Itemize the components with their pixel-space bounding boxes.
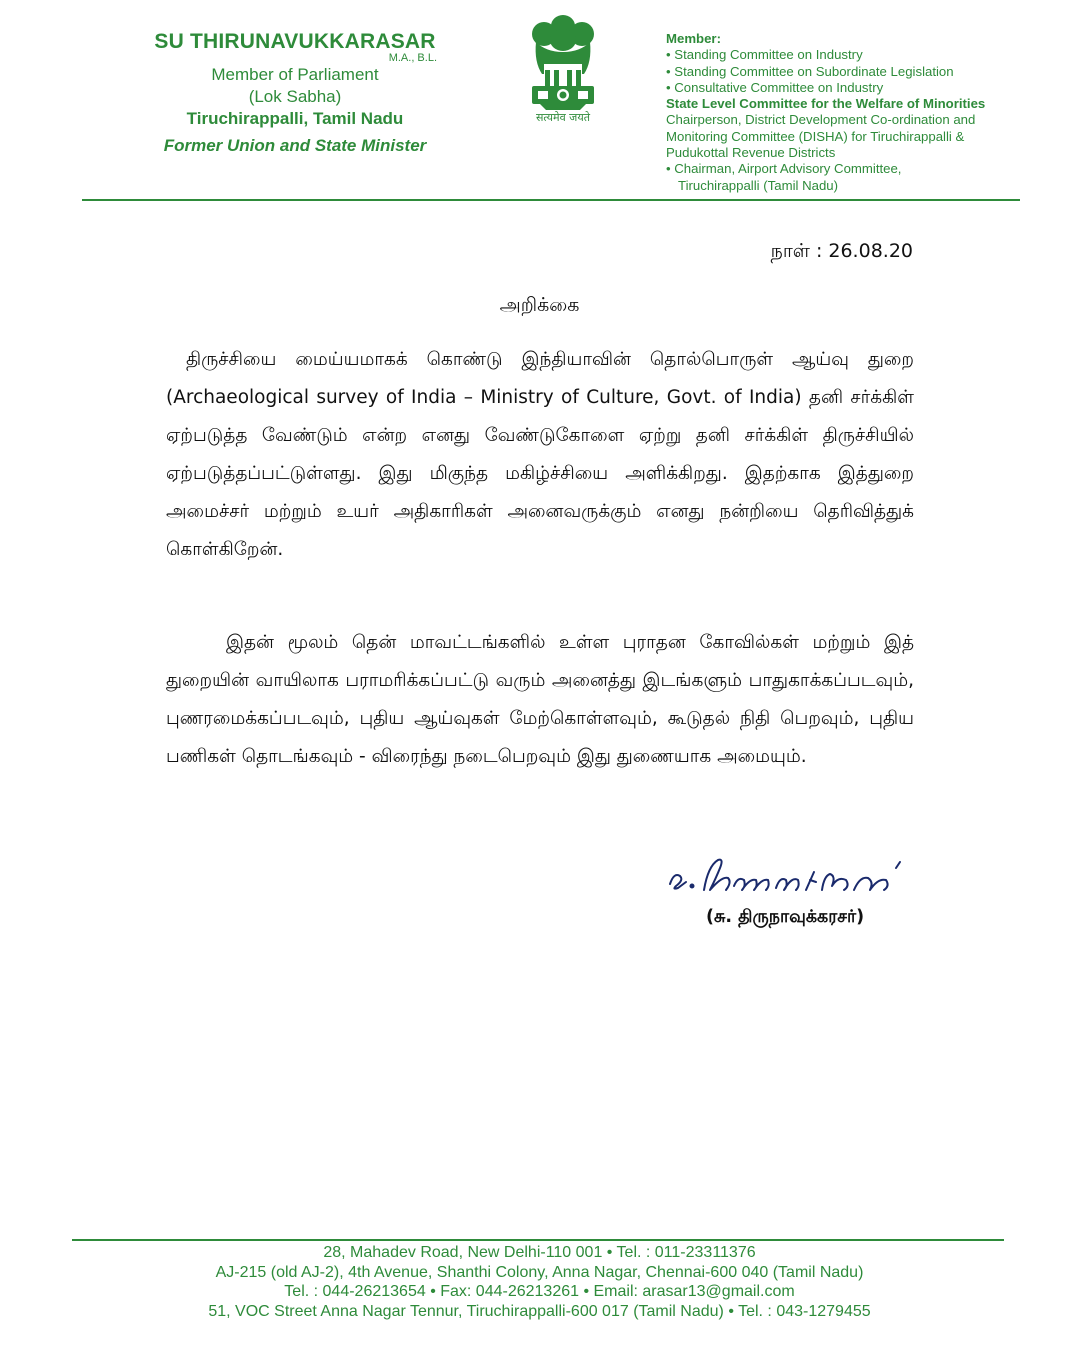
footer-line: Tel. : 044-26213654 • Fax: 044-26213261 • Email: arasar13@gmail.com <box>284 1283 795 1300</box>
membership-item: • Standing Committee on Industry <box>666 47 863 63</box>
membership-list <box>666 31 1006 194</box>
membership-item: Chairperson, District Development Co-ordination and <box>666 112 976 128</box>
footer-line: 28, Mahadev Road, New Delhi-110 001 • Tel. : 011-23311376 <box>323 1244 756 1261</box>
membership-item: State Level Committee for the Welfare of Minorities <box>666 96 986 112</box>
membership-item: Pudukottal Revenue Districts <box>666 145 836 161</box>
letter-subject: அறிக்கை <box>499 294 580 316</box>
sender-name: SU THIRUNAVUKKARASAR <box>154 30 436 53</box>
letter-paragraph-1 <box>166 341 914 569</box>
sender-house: (Lok Sabha) <box>248 87 342 106</box>
letter-paragraph-2 <box>166 624 914 776</box>
handwritten-signature <box>664 846 924 906</box>
sender-qualifications: M.A., B.L. <box>388 52 437 64</box>
membership-item: • Chairman, Airport Advisory Committee, <box>666 161 902 177</box>
header-divider <box>82 199 1020 201</box>
membership-item: • Standing Committee on Subordinate Legislation <box>666 63 954 79</box>
sender-role: Member of Parliament <box>211 65 379 84</box>
membership-item: Tiruchirappalli (Tamil Nadu) <box>678 177 839 193</box>
footer-divider <box>72 1239 1004 1241</box>
paragraph-1-text: திருச்சியை மைய்யமாகக் கொண்டு இந்தியாவின் தொல்பொருள் ஆய்வு துறை (Archaeological survey of India – Ministry of Culture, Govt. of India) தனி சர்க்கிள் ஏற்படுத்த வேண்டும் என்ற எனது வேண்டுகோளை ஏற்று தனி சர்க்கிள் திருச்சியில் ஏற்படுத்தப்பட்டுள்ளது. இது மிகுந்த மகிழ்ச்சியை அளிக்கிறது. இதற்காக இத்துறை அமைச்சர் மற்றும் உயர் அதிகாரிகள் அனைவருக்கும் எனது நன்றியை தெரிவித்துக் கொள்கிறேன். <box>166 349 914 560</box>
footer-addresses <box>0 1243 1079 1321</box>
sender-constituency: Tiruchirappalli, Tamil Nadu <box>186 109 404 128</box>
paragraph-2-text: இதன் மூலம் தென் மாவட்டங்களில் உள்ள புராதன கோவில்கள் மற்றும் இத் துறையின் வாயிலாக பராமரிக்கப்பட்டு வரும் அனைத்து இடங்களும் பாதுகாக்கப்படவும், புணரமைக்கப்படவும், புதிய ஆய்வுகள் மேற்கொள்ளவும், கூடுதல் நிதி பெறவும், புதிய பணிகள் தொடங்கவும் - விரைந்து நடைபெறவும் இது துணையாக அமையும். <box>166 632 914 767</box>
signatory-name: (சு. திருநாவுக்கரசர்) <box>706 907 865 927</box>
membership-item: • Consultative Committee on Industry <box>666 79 884 95</box>
member-heading: Member: <box>666 31 721 46</box>
footer-line: 51, VOC Street Anna Nagar Tennur, Tiruchirappalli-600 017 (Tamil Nadu) • Tel. : 043-1279455 <box>208 1302 871 1320</box>
letter-date: நாள் : 26.08.20 <box>770 240 913 262</box>
footer-line: AJ-215 (old AJ-2), 4th Avenue, Shanthi Colony, Anna Nagar, Chennai-600 040 (Tamil Nadu) <box>215 1263 864 1281</box>
letterhead-sender <box>135 30 455 156</box>
sender-former-title: Former Union and State Minister <box>163 136 427 155</box>
membership-item: Monitoring Committee (DISHA) for Tiruchirappalli & <box>666 128 965 144</box>
emblem-motto: सत्यमेव जयते <box>535 111 590 124</box>
